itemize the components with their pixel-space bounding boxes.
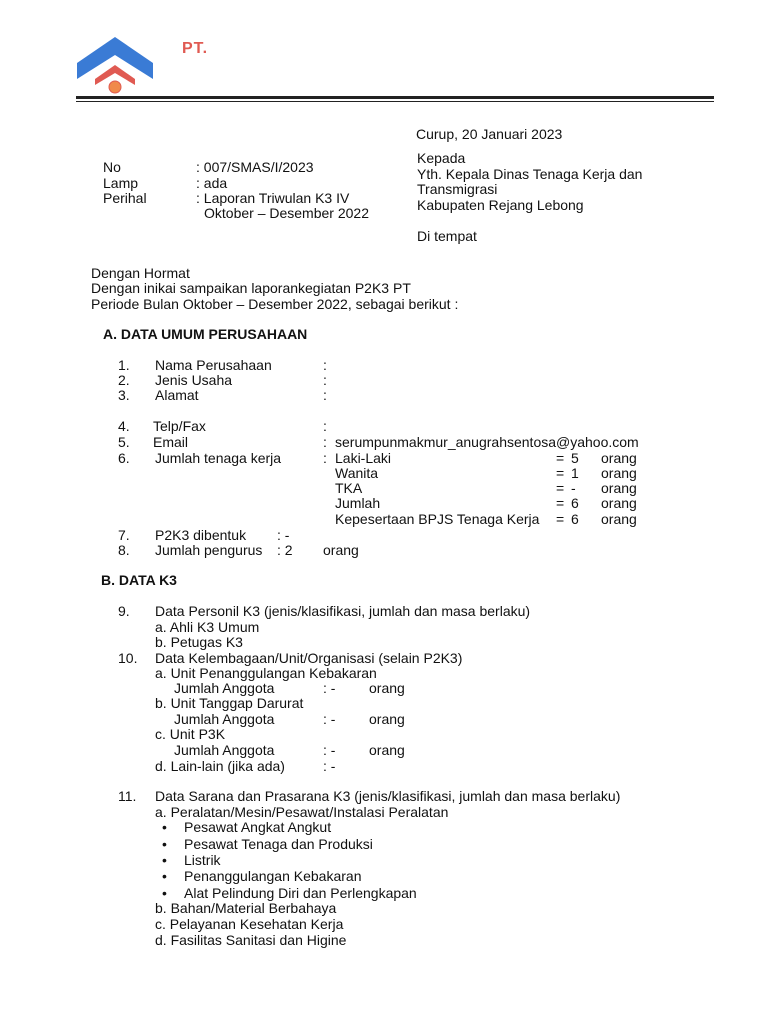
item-num: 2. [118, 372, 130, 388]
recipient-line: Di tempat [417, 228, 477, 244]
unit-count-label: Jumlah Anggota [174, 711, 275, 727]
item-num: 7. [118, 527, 130, 543]
unit-count-value: : - [323, 758, 336, 774]
opening-line: Dengan Hormat [91, 265, 190, 281]
section-b-title: B. DATA K3 [101, 572, 177, 588]
item-num: 6. [118, 450, 130, 466]
recipient-line: Yth. Kepala Dinas Tenaga Kerja dan [417, 166, 643, 182]
letter-date: Curup, 20 Januari 2023 [416, 126, 563, 142]
workforce-unit: orang [601, 450, 637, 466]
item-label: Telp/Fax [153, 418, 206, 434]
workforce-eq: = [556, 465, 565, 481]
item-unit: orang [323, 542, 359, 558]
header-rule-thin [76, 101, 714, 102]
item-colon: : [323, 418, 327, 434]
item-label: Data Kelembagaan/Unit/Organisasi (selain P2K3) [155, 650, 463, 666]
item-label: Data Sarana dan Prasarana K3 (jenis/klasifikasi, jumlah dan masa berlaku) [155, 788, 621, 804]
bullet-item: • Alat Pelindung Diri dan Perlengkapan [184, 885, 417, 901]
bullet-item: • Pesawat Tenaga dan Produksi [184, 836, 373, 852]
company-logo [75, 35, 155, 97]
item-value: : - [277, 527, 290, 543]
item-colon: : [323, 434, 327, 450]
workforce-label: Wanita [335, 465, 379, 481]
opening-line: Periode Bulan Oktober – Desember 2022, sebagai berikut : [91, 296, 459, 312]
meta-value-no: : 007/SMAS/I/2023 [196, 159, 314, 175]
recipient-line: Kabupaten Rejang Lebong [417, 197, 584, 213]
meta-value-lamp: : ada [196, 175, 228, 191]
sub-item: c. Pelayanan Kesehatan Kerja [155, 916, 344, 932]
item-colon: : [323, 450, 327, 466]
workforce-value: 6 [571, 495, 579, 511]
workforce-value: - [571, 480, 576, 496]
item-num: 3. [118, 387, 130, 403]
sub-item: b. Bahan/Material Berbahaya [155, 900, 337, 916]
workforce-unit: orang [601, 495, 637, 511]
item-num: 8. [118, 542, 130, 558]
unit-name: d. Lain-lain (jika ada) [155, 758, 285, 774]
unit-count-unit: orang [369, 711, 405, 727]
bullet-item: • Pesawat Angkat Angkut [184, 819, 331, 835]
workforce-label: TKA [335, 480, 363, 496]
unit-name: a. Unit Penanggulangan Kebakaran [155, 665, 377, 681]
meta-value-perihal: : Laporan Triwulan K3 IV [196, 190, 350, 206]
recipient-line: Kepada [417, 150, 466, 166]
workforce-eq: = [556, 495, 565, 511]
item-label: Alamat [155, 387, 199, 403]
meta-label-no: No [103, 159, 121, 175]
unit-name: b. Unit Tanggap Darurat [155, 695, 304, 711]
email-value: serumpunmakmur_anugrahsentosa@yahoo.com [335, 434, 639, 450]
item-num: 9. [118, 603, 130, 619]
unit-count-label: Jumlah Anggota [174, 680, 275, 696]
item-num: 5. [118, 434, 130, 450]
workforce-unit: orang [601, 511, 637, 527]
item-label: Email [153, 434, 189, 450]
workforce-value: 5 [571, 450, 579, 466]
meta-label-perihal: Perihal [103, 190, 147, 206]
unit-count-value: : - [323, 680, 336, 696]
unit-count-value: : - [323, 711, 336, 727]
workforce-eq: = [556, 480, 565, 496]
bullet-item: • Listrik [184, 852, 221, 868]
workforce-unit: orang [601, 480, 637, 496]
item-label: Data Personil K3 (jenis/klasifikasi, jumlah dan masa berlaku) [155, 603, 531, 619]
item-label: Jenis Usaha [155, 372, 233, 388]
item-colon: : [323, 387, 327, 403]
sub-item: d. Fasilitas Sanitasi dan Higine [155, 932, 347, 948]
workforce-value: 1 [571, 465, 579, 481]
workforce-label: Laki-Laki [335, 450, 392, 466]
sub-item: a. Ahli K3 Umum [155, 619, 260, 635]
unit-count-value: : - [323, 742, 336, 758]
sub-item: a. Peralatan/Mesin/Pesawat/Instalasi Peralatan [155, 804, 449, 820]
workforce-label: Kepesertaan BPJS Tenaga Kerja [335, 511, 540, 527]
item-num: 10. [118, 650, 138, 666]
item-num: 11. [118, 788, 137, 804]
company-prefix: PT. [182, 40, 209, 57]
item-label: Nama Perusahaan [155, 357, 272, 373]
item-value: : 2 [277, 542, 293, 558]
unit-name: c. Unit P3K [155, 726, 226, 742]
item-colon: : [323, 372, 327, 388]
meta-label-lamp: Lamp [103, 175, 139, 191]
workforce-unit: orang [601, 465, 637, 481]
unit-count-label: Jumlah Anggota [174, 742, 275, 758]
item-colon: : [323, 357, 327, 373]
workforce-eq: = [556, 511, 565, 527]
item-num: 1. [118, 357, 130, 373]
workforce-value: 6 [571, 511, 579, 527]
unit-count-unit: orang [369, 680, 405, 696]
item-label: Jumlah tenaga kerja [155, 450, 282, 466]
unit-count-unit: orang [369, 742, 405, 758]
item-label: P2K3 dibentuk [155, 527, 247, 543]
sub-item: b. Petugas K3 [155, 634, 243, 650]
section-a-title: A. DATA UMUM PERUSAHAAN [103, 326, 308, 342]
workforce-label: Jumlah [335, 495, 381, 511]
item-num: 4. [118, 418, 130, 434]
opening-line: Dengan inikai sampaikan laporankegiatan P2K3 PT [91, 280, 411, 296]
workforce-eq: = [556, 450, 565, 466]
recipient-line: Transmigrasi [417, 181, 498, 197]
bullet-item: • Penanggulangan Kebakaran [184, 868, 362, 884]
header-rule [76, 96, 714, 99]
item-label: Jumlah pengurus [155, 542, 263, 558]
meta-value-perihal-2: Oktober – Desember 2022 [204, 205, 369, 221]
